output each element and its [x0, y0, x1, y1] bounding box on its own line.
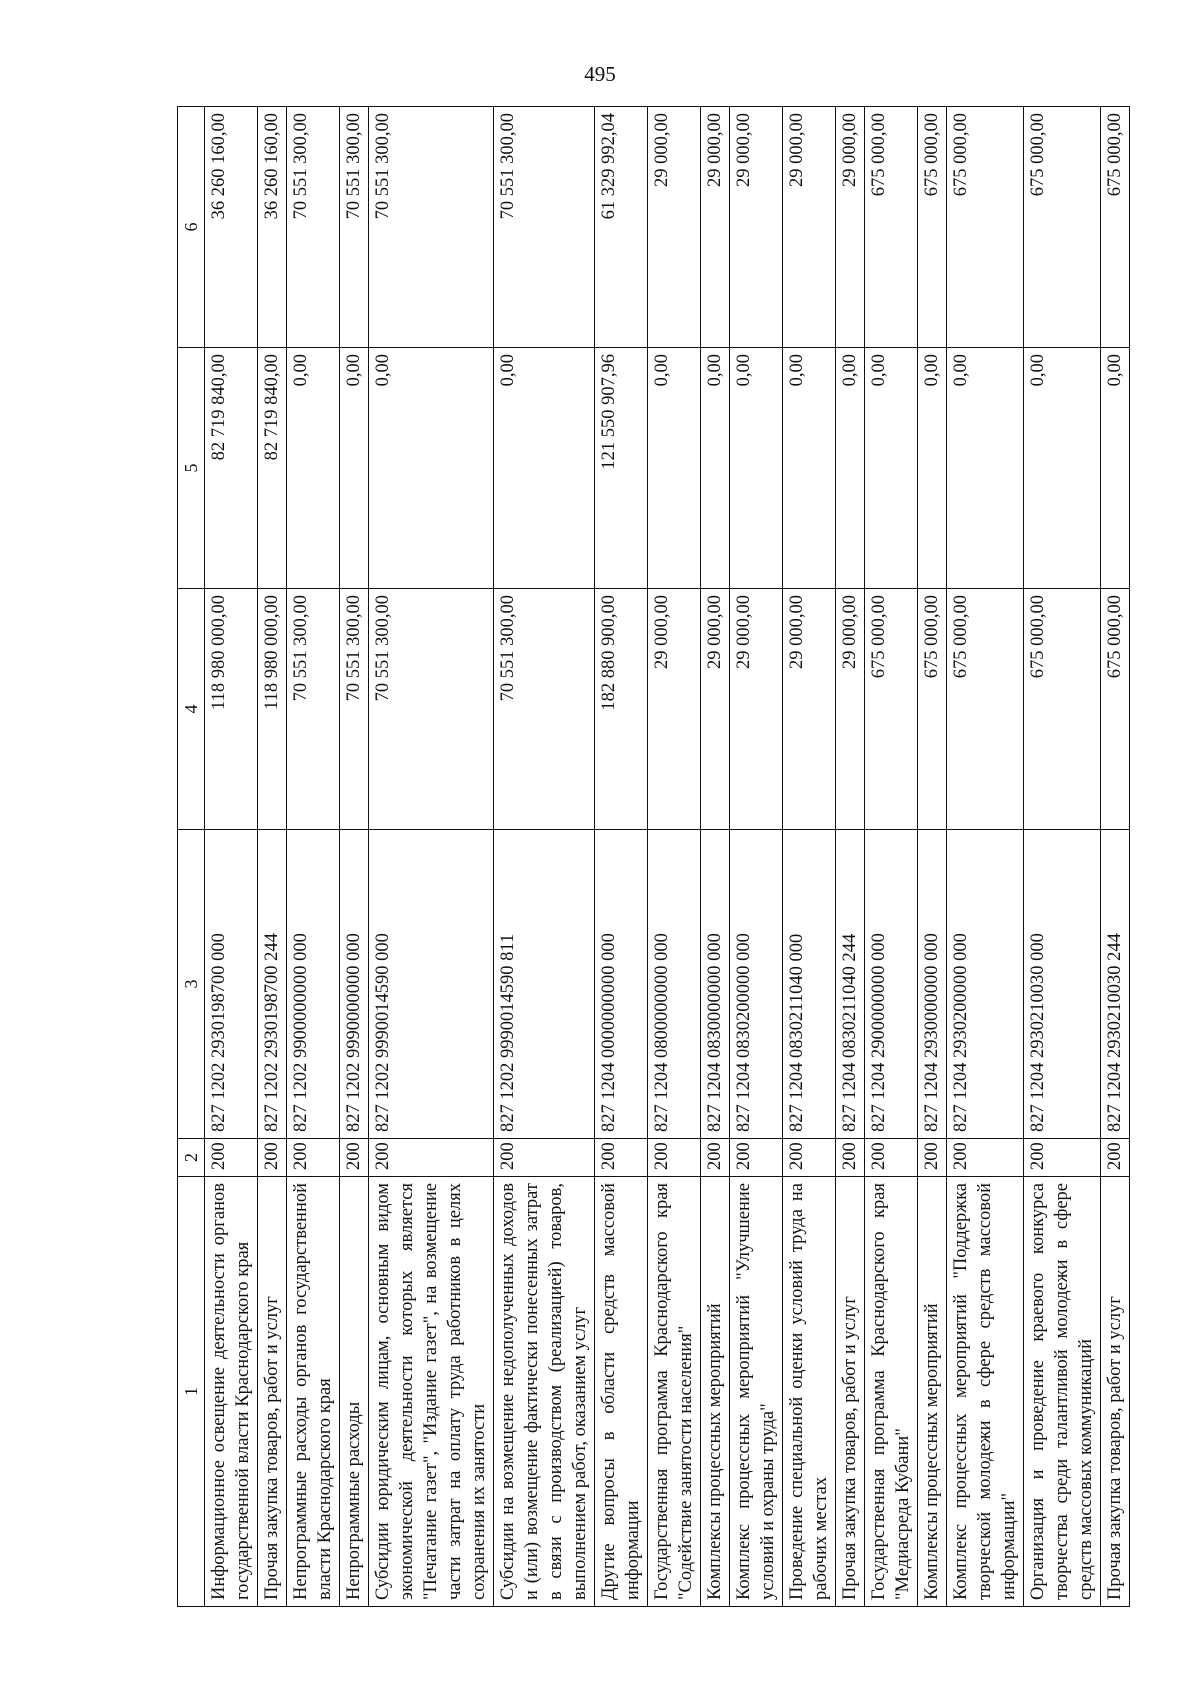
- table-row: [494, 107, 595, 1607]
- row-type: 200: [701, 1139, 730, 1177]
- table-header-row: [178, 107, 205, 1607]
- row-code: 827 1204 0800000000 000: [648, 830, 701, 1139]
- row-amount-col6: 29 000,00: [783, 107, 836, 348]
- row-amount-col6: 70 551 300,00: [494, 107, 595, 348]
- row-code: 827 1204 0830211040 244: [836, 830, 865, 1139]
- row-description: Комплекс процессных мероприятий "Улучшение условий и охраны труда": [730, 1177, 783, 1607]
- row-amount-col4: 70 551 300,00: [369, 589, 494, 830]
- table-row: [595, 107, 648, 1607]
- row-description: Государственная программа Краснодарского края "Содействие занятости населения": [648, 1177, 701, 1607]
- row-amount-col6: 29 000,00: [730, 107, 783, 348]
- table-row: [1101, 107, 1130, 1607]
- table-row: [836, 107, 865, 1607]
- row-amount-col4: 675 000,00: [947, 589, 1024, 830]
- table-row: [865, 107, 918, 1607]
- row-type: 200: [205, 1139, 258, 1177]
- row-code: 827 1202 2930198700 244: [258, 830, 287, 1139]
- row-amount-col5: 0,00: [865, 348, 918, 589]
- row-code: 827 1204 0000000000 000: [595, 830, 648, 1139]
- row-amount-col4: 675 000,00: [918, 589, 947, 830]
- row-description: Прочая закупка товаров, работ и услуг: [836, 1177, 865, 1607]
- budget-table: [177, 106, 1130, 1607]
- row-amount-col4: 675 000,00: [1024, 589, 1101, 830]
- row-amount-col4: 29 000,00: [701, 589, 730, 830]
- table-row: [947, 107, 1024, 1607]
- row-description: Информационное освещение деятельности органов государственной власти Краснодарского края: [205, 1177, 258, 1607]
- row-amount-col6: 61 329 992,04: [595, 107, 648, 348]
- row-amount-col5: 0,00: [340, 348, 369, 589]
- row-type: 200: [258, 1139, 287, 1177]
- row-amount-col5: 0,00: [287, 348, 340, 589]
- row-amount-col6: 29 000,00: [648, 107, 701, 348]
- row-code: 827 1204 0830200000 000: [730, 830, 783, 1139]
- row-code: 827 1202 2930198700 000: [205, 830, 258, 1139]
- rotated-table-container: [177, 107, 1125, 1607]
- row-description: Непрограммные расходы органов государственной власти Краснодарского края: [287, 1177, 340, 1607]
- row-code: 827 1204 2930210030 244: [1101, 830, 1130, 1139]
- row-amount-col6: 70 551 300,00: [287, 107, 340, 348]
- row-amount-col4: 29 000,00: [730, 589, 783, 830]
- row-description: Прочая закупка товаров, работ и услуг: [258, 1177, 287, 1607]
- row-amount-col4: 675 000,00: [865, 589, 918, 830]
- header-cell: 5: [178, 348, 205, 589]
- header-cell: 4: [178, 589, 205, 830]
- row-amount-col5: 0,00: [701, 348, 730, 589]
- row-description: Комплексы процессных мероприятий: [918, 1177, 947, 1607]
- row-description: Комплексы процессных мероприятий: [701, 1177, 730, 1607]
- table-row: [258, 107, 287, 1607]
- row-amount-col6: 70 551 300,00: [340, 107, 369, 348]
- row-amount-col5: 0,00: [494, 348, 595, 589]
- row-description: Субсидии юридическим лицам, основным видом экономической деятельности которых является "Печатание газет", "Издание газет", на возмещение части затрат на оплату труда работников в целях сохранения их занятости: [369, 1177, 494, 1607]
- row-amount-col4: 118 980 000,00: [258, 589, 287, 830]
- row-amount-col6: 70 551 300,00: [369, 107, 494, 348]
- row-amount-col4: 29 000,00: [836, 589, 865, 830]
- row-amount-col5: 82 719 840,00: [258, 348, 287, 589]
- table-row: [701, 107, 730, 1607]
- row-type: 200: [783, 1139, 836, 1177]
- row-description: Непрограммные расходы: [340, 1177, 369, 1607]
- row-description: Государственная программа Краснодарского края "Медиасреда Кубани": [865, 1177, 918, 1607]
- table-row: [648, 107, 701, 1607]
- table-row: [730, 107, 783, 1607]
- row-code: 827 1204 0830211040 000: [783, 830, 836, 1139]
- row-type: 200: [340, 1139, 369, 1177]
- row-amount-col4: 29 000,00: [648, 589, 701, 830]
- row-amount-col5: 0,00: [730, 348, 783, 589]
- row-description: Прочая закупка товаров, работ и услуг: [1101, 1177, 1130, 1607]
- page-number: 495: [584, 62, 616, 86]
- row-amount-col5: 0,00: [369, 348, 494, 589]
- row-description: Организация и проведение краевого конкурса творчества среди талантливой молодежи в сфере средств массовых коммуникаций: [1024, 1177, 1101, 1607]
- row-amount-col5: 0,00: [1024, 348, 1101, 589]
- row-amount-col6: 675 000,00: [947, 107, 1024, 348]
- row-amount-col5: 0,00: [947, 348, 1024, 589]
- row-description: Проведение специальной оценки условий труда на рабочих местах: [783, 1177, 836, 1607]
- table-row: [369, 107, 494, 1607]
- row-amount-col6: 36 260 160,00: [258, 107, 287, 348]
- row-amount-col6: 29 000,00: [836, 107, 865, 348]
- row-type: 200: [369, 1139, 494, 1177]
- row-description: Субсидии на возмещение недополученных доходов и (или) возмещение фактически понесенных затрат в связи с производством (реализацией) товаров, выполнением работ, оказанием услуг: [494, 1177, 595, 1607]
- table-row: [1024, 107, 1101, 1607]
- row-description: Другие вопросы в области средств массовой информации: [595, 1177, 648, 1607]
- row-code: 827 1202 9990014590 811: [494, 830, 595, 1139]
- row-amount-col5: 0,00: [783, 348, 836, 589]
- row-amount-col6: 675 000,00: [865, 107, 918, 348]
- table-row: [340, 107, 369, 1607]
- table-row: [205, 107, 258, 1607]
- row-amount-col5: 0,00: [1101, 348, 1130, 589]
- header-cell: 2: [178, 1139, 205, 1177]
- row-amount-col5: 0,00: [836, 348, 865, 589]
- row-code: 827 1202 9990000000 000: [340, 830, 369, 1139]
- row-type: 200: [648, 1139, 701, 1177]
- row-code: 827 1204 2930200000 000: [947, 830, 1024, 1139]
- row-code: 827 1204 0830000000 000: [701, 830, 730, 1139]
- row-type: 200: [730, 1139, 783, 1177]
- row-type: 200: [947, 1139, 1024, 1177]
- row-amount-col6: 36 260 160,00: [205, 107, 258, 348]
- row-type: 200: [595, 1139, 648, 1177]
- row-amount-col4: 70 551 300,00: [340, 589, 369, 830]
- row-type: 200: [494, 1139, 595, 1177]
- header-cell: 6: [178, 107, 205, 348]
- row-amount-col5: 82 719 840,00: [205, 348, 258, 589]
- header-cell: 1: [178, 1177, 205, 1607]
- row-type: 200: [1024, 1139, 1101, 1177]
- row-code: 827 1204 2900000000 000: [865, 830, 918, 1139]
- row-amount-col4: 182 880 900,00: [595, 589, 648, 830]
- row-code: 827 1202 9990014590 000: [369, 830, 494, 1139]
- row-amount-col6: 675 000,00: [1101, 107, 1130, 348]
- row-type: 200: [865, 1139, 918, 1177]
- row-type: 200: [287, 1139, 340, 1177]
- row-description: Комплекс процессных мероприятий "Поддержка творческой молодежи в сфере средств массовой информации": [947, 1177, 1024, 1607]
- row-amount-col4: 70 551 300,00: [287, 589, 340, 830]
- header-cell: 3: [178, 830, 205, 1139]
- row-amount-col5: 0,00: [918, 348, 947, 589]
- row-amount-col4: 675 000,00: [1101, 589, 1130, 830]
- row-type: 200: [836, 1139, 865, 1177]
- row-amount-col4: 70 551 300,00: [494, 589, 595, 830]
- row-amount-col5: 0,00: [648, 348, 701, 589]
- row-amount-col4: 29 000,00: [783, 589, 836, 830]
- row-code: 827 1204 2930000000 000: [918, 830, 947, 1139]
- row-amount-col5: 121 550 907,96: [595, 348, 648, 589]
- row-amount-col4: 118 980 000,00: [205, 589, 258, 830]
- row-amount-col6: 29 000,00: [701, 107, 730, 348]
- table-row: [918, 107, 947, 1607]
- row-code: 827 1204 2930210030 000: [1024, 830, 1101, 1139]
- row-code: 827 1202 9900000000 000: [287, 830, 340, 1139]
- table-row: [783, 107, 836, 1607]
- row-type: 200: [1101, 1139, 1130, 1177]
- table-row: [287, 107, 340, 1607]
- row-amount-col6: 675 000,00: [918, 107, 947, 348]
- row-amount-col6: 675 000,00: [1024, 107, 1101, 348]
- row-type: 200: [918, 1139, 947, 1177]
